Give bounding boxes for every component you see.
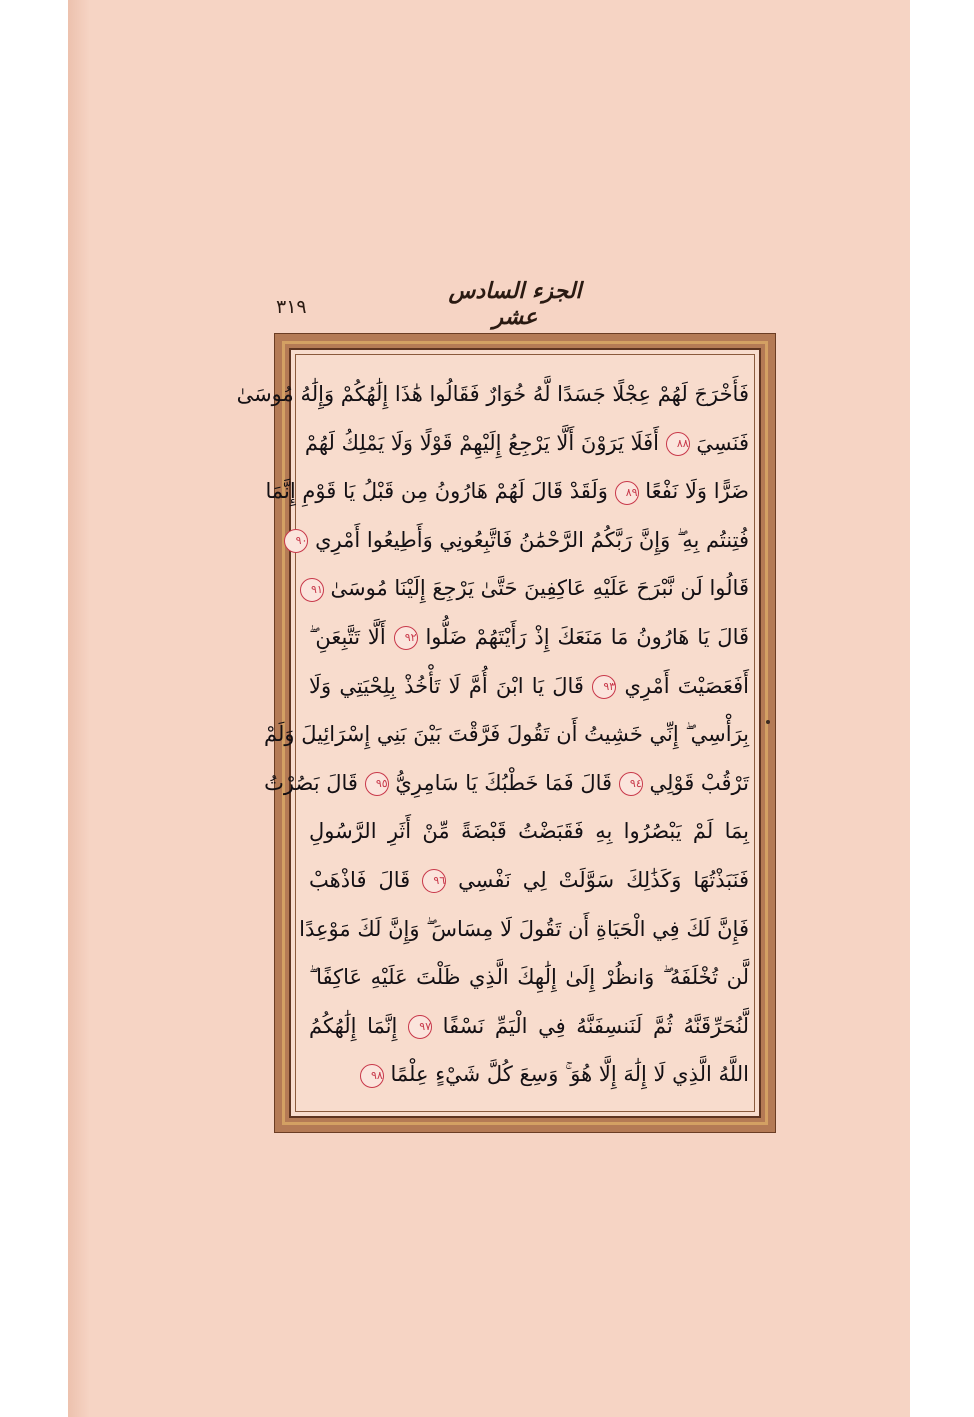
verse-text: بِمَا لَمْ يَبْصُرُوا بِهِ فَقَبَضْتُ قَبْضَةً مِّنْ أَثَرِ الرَّسُولِ xyxy=(309,819,749,844)
text-line xyxy=(309,856,749,905)
verse-text: قَالَ بَصُرْتُ xyxy=(264,770,358,795)
text-frame xyxy=(236,333,776,1133)
ayah-number-marker: ٩١ xyxy=(300,578,324,602)
verse-text: ضَرًّا وَلَا نَفْعًا xyxy=(645,479,749,504)
ayah-number-marker: ٩٣ xyxy=(592,675,616,699)
verse-text: قَالَ يَا هَارُونُ مَا مَنَعَكَ إِذْ رَأَيْتَهُمْ ضَلُّوا xyxy=(425,624,749,649)
verse-text: بِرَأْسِي ۖ إِنِّي خَشِيتُ أَن تَقُولَ فَرَّقْتَ بَيْنَ بَنِي إِسْرَائِيلَ وَلَمْ xyxy=(264,722,749,747)
verse-text: أَلَّا تَتَّبِعَنِ ۖ xyxy=(309,624,386,649)
verse-text: فَإِنَّ لَكَ فِي الْحَيَاةِ أَن تَقُولَ لَا مِسَاسَ ۖ وَإِنَّ لَكَ مَوْعِدًا xyxy=(299,916,749,941)
ayah-number-marker: ٩٢ xyxy=(394,626,418,650)
page-number: ٣١٩ xyxy=(276,296,307,318)
text-line xyxy=(299,905,749,954)
verse-text: اللَّهُ الَّذِي لَا إِلَٰهَ إِلَّا هُوَ ۚ وَسِعَ كُلَّ شَيْءٍ عِلْمًا xyxy=(390,1062,749,1087)
text-line xyxy=(309,953,749,1002)
verse-text: وَلَقَدْ قَالَ لَهُمْ هَارُونُ مِن قَبْلُ يَا قَوْمِ إِنَّمَا xyxy=(265,479,608,504)
text-line xyxy=(295,516,749,565)
ayah-number-marker: ٨٨ xyxy=(666,432,690,456)
text-line xyxy=(309,1050,749,1099)
page-edge-shadow xyxy=(68,0,90,1417)
text-line xyxy=(309,1002,749,1051)
ayah-number-marker: ٩٥ xyxy=(365,772,389,796)
text-line xyxy=(264,710,749,759)
ayah-number-marker: ٨٩ xyxy=(615,481,639,505)
margin-dot xyxy=(766,720,770,724)
ayah-number-marker: ٩٤ xyxy=(619,772,643,796)
text-line xyxy=(236,370,749,419)
text-line xyxy=(309,807,749,856)
ayah-number-marker: ٩٨ xyxy=(360,1064,384,1088)
verse-text: قَالَ فَمَا خَطْبُكَ يَا سَامِرِيُّ xyxy=(395,770,613,795)
verse-text: أَفَلَا يَرَوْنَ أَلَّا يَرْجِعُ إِلَيْهِمْ قَوْلًا وَلَا يَمْلِكُ لَهُمْ xyxy=(304,430,659,455)
verse-text: فَنَبَذْتُهَا وَكَذَٰلِكَ سَوَّلَتْ لِي نَفْسِي xyxy=(458,867,749,892)
verse-text: فُتِنتُم بِهِ ۖ وَإِنَّ رَبَّكُمُ الرَّحْمَٰنُ فَاتَّبِعُونِي وَأَطِيعُوا أَمْرِي xyxy=(315,527,749,552)
text-line xyxy=(265,467,749,516)
ayah-number-marker: ٩٠ xyxy=(284,529,308,553)
juz-title: الجزء السادس عشر xyxy=(448,278,582,330)
text-panel xyxy=(236,348,761,1118)
verse-text: لَّنُحَرِّقَنَّهُ ثُمَّ لَنَنسِفَنَّهُ فِي الْيَمِّ نَسْفًا xyxy=(442,1013,749,1038)
verse-text: إِنَّمَا إِلَٰهُكُمُ xyxy=(309,1013,398,1038)
verse-text: فَأَخْرَجَ لَهُمْ عِجْلًا جَسَدًا لَّهُ خُوَارٌ فَقَالُوا هَٰذَا إِلَٰهُكُمْ وَإِلَٰهُ مُوسَىٰ xyxy=(236,382,749,406)
text-line xyxy=(309,613,749,662)
verse-text: تَرْقُبْ قَوْلِي xyxy=(649,770,749,795)
text-line xyxy=(309,662,749,711)
ayah-number-marker: ٩٧ xyxy=(408,1015,432,1039)
text-line xyxy=(264,759,749,808)
verse-text: قَالَ يَا ابْنَ أُمَّ لَا تَأْخُذْ بِلِحْيَتِي وَلَا xyxy=(309,673,584,698)
ayah-number-marker: ٩٦ xyxy=(422,869,446,893)
verse-text: لَّن تُخْلَفَهُ ۖ وَانظُرْ إِلَىٰ إِلَٰهِكَ الَّذِي ظَلْتَ عَلَيْهِ عَاكِفًا ۖ xyxy=(309,965,749,990)
verse-text: قَالَ فَاذْهَبْ xyxy=(309,867,411,892)
text-line xyxy=(304,419,749,468)
text-line xyxy=(309,564,749,613)
verse-text: فَنَسِيَ xyxy=(696,430,749,455)
verse-text: قَالُوا لَن نَّبْرَحَ عَلَيْهِ عَاكِفِينَ حَتَّىٰ يَرْجِعَ إِلَيْنَا مُوسَىٰ xyxy=(330,576,749,601)
text-lines xyxy=(236,370,749,1099)
verse-text: أَفَعَصَيْتَ أَمْرِي xyxy=(624,673,749,698)
